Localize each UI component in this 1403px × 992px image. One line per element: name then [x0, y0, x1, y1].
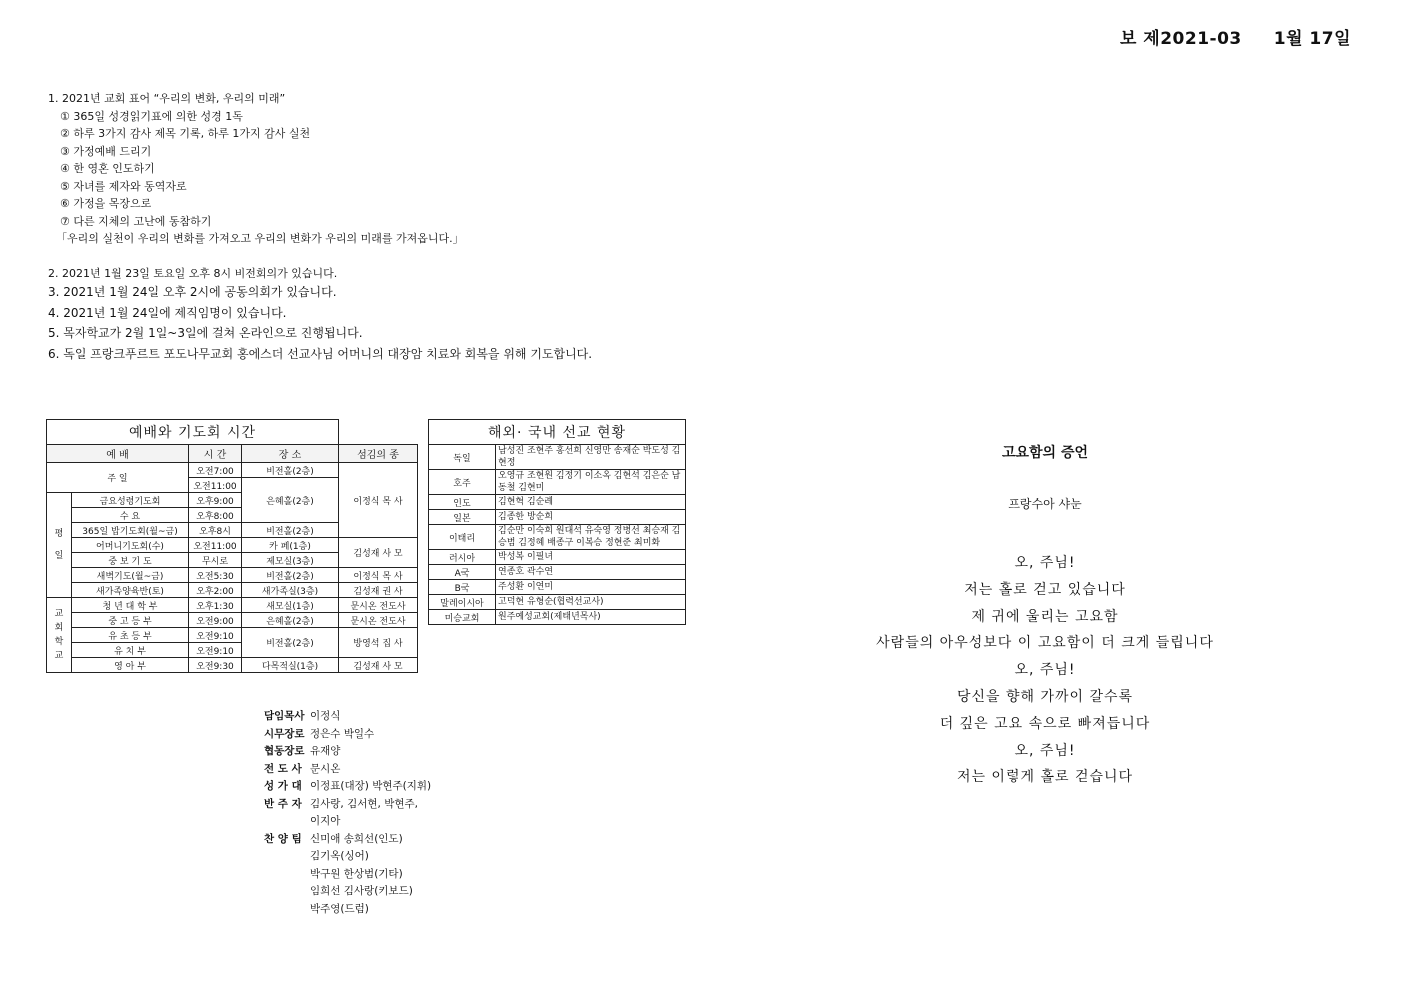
mission-region: 이태리 — [429, 525, 496, 550]
service-name: 새벽기도(월~금) — [72, 568, 189, 583]
service-time: 오전11:00 — [189, 538, 242, 553]
table-row — [429, 510, 686, 525]
service-place: 새모실(1층) — [242, 598, 339, 613]
notice-sub-item: ⑤ 자녀를 제자와 동역자로 — [60, 179, 187, 193]
poem-author: 프랑수아 샤눈 — [1008, 497, 1082, 511]
table-row — [47, 538, 418, 553]
table-row — [47, 613, 418, 628]
table-row — [429, 580, 686, 595]
notice-sub-item: ④ 한 영혼 인도하기 — [60, 162, 155, 175]
mission-names: 주성환 이연미 — [496, 580, 686, 595]
mission-names: 연종호 곽수연 — [496, 565, 686, 580]
mission-names: 김순만 이숙희 원대석 유숙영 정병선 최승재 김승범 김정혜 배종구 이복승 정현준 최미화 — [496, 525, 686, 550]
motto-quote: 「우리의 실천이 우리의 변화를 가져오고 우리의 변화가 우리의 미래를 가져옵니다.」 — [56, 232, 464, 245]
service-place: 제모실(3층) — [242, 553, 339, 568]
notice-item: 3. 2021년 1월 24일 오후 2시에 공동의회가 있습니다. — [48, 285, 337, 299]
notice-sub-item: ① 365일 성경읽기표에 의한 성경 1독 — [60, 109, 243, 123]
mission-region: 일본 — [429, 510, 496, 525]
worship-table-title: 예배와 기도회 시간 — [47, 420, 339, 445]
staff-names: 문시온 — [310, 762, 341, 775]
mission-region: 말레이시아 — [429, 595, 496, 610]
poem-line: 사람들의 아우성보다 이 고요함이 더 크게 들립니다 — [876, 635, 1214, 652]
service-time: 오전5:30 — [189, 568, 242, 583]
poem-title: 고요함의 증언 — [1001, 445, 1089, 461]
service-time: 오전7:00 — [189, 463, 242, 478]
mission-region: 호주 — [429, 470, 496, 495]
sunday-label: 주 일 — [47, 463, 189, 493]
service-leader: 방영석 집 사 — [339, 628, 418, 658]
mission-names: 김종한 방순희 — [496, 510, 686, 525]
service-name: 수 요 — [72, 508, 189, 523]
staff-names: 이정식 — [310, 710, 341, 722]
poem-line: 오, 주님! — [1014, 555, 1076, 571]
service-name: 청 년 대 학 부 — [72, 598, 189, 613]
service-name: 금요성령기도회 — [72, 493, 189, 508]
service-place: 비전홀(2층) — [242, 568, 339, 583]
staff-names: 임희선 김사랑(키보드) — [310, 885, 413, 897]
issue-number: 보 제2021-03 — [1119, 29, 1242, 49]
mission-names: 박성복 이필녀 — [496, 550, 686, 565]
service-leader: 이정식 목 사 — [339, 568, 418, 583]
weekday-label: 평 일 — [47, 493, 72, 598]
notice-sub-item: ⑦ 다른 지체의 고난에 동참하기 — [60, 214, 212, 228]
staff-row — [264, 796, 431, 814]
service-leader: 김성재 사 모 — [339, 538, 418, 568]
mission-names: 남성진 조현주 홍선희 신영만 송재순 박도성 김현정 — [496, 445, 686, 470]
service-time: 오전11:00 — [189, 478, 242, 493]
service-time: 오전9:00 — [189, 613, 242, 628]
service-leader: 김성재 사 모 — [339, 658, 418, 673]
table-row — [47, 463, 418, 478]
service-place: 비전홀(2층) — [242, 628, 339, 658]
table-row — [47, 628, 418, 643]
table-row — [429, 470, 686, 495]
service-time: 오전9:10 — [189, 628, 242, 643]
notice-sub-item: ② 하루 3가지 감사 제목 기록, 하루 1가지 감사 실천 — [60, 127, 311, 140]
table-row — [429, 525, 686, 550]
table-row — [47, 658, 418, 673]
mission-region: A국 — [429, 565, 496, 580]
table-row — [47, 598, 418, 613]
service-place: 비전홀(2층) — [242, 463, 339, 478]
notice-item: 1. 2021년 교회 표어 “우리의 변화, 우리의 미래” — [48, 92, 286, 105]
staff-row — [264, 831, 431, 849]
staff-list — [264, 708, 431, 918]
poem-line: 저는 홀로 걷고 있습니다 — [964, 581, 1126, 598]
table-row — [429, 595, 686, 610]
staff-names: 이지아 — [310, 815, 341, 827]
service-place: 새가족실(3층) — [242, 583, 339, 598]
service-name: 365일 밥기도회(월~금) — [72, 523, 189, 538]
poem — [840, 442, 1250, 791]
staff-names: 유재양 — [310, 745, 341, 757]
col-header-leader: 섬김의 종 — [339, 445, 418, 463]
service-leader: 이정식 목 사 — [339, 463, 418, 538]
table-row — [47, 568, 418, 583]
poem-line: 더 깊은 고요 속으로 빠져듭니다 — [939, 715, 1151, 732]
table-row — [429, 610, 686, 625]
service-name: 새가족양육반(토) — [72, 583, 189, 598]
service-time: 오후1:30 — [189, 598, 242, 613]
poem-line: 제 귀에 울리는 고요함 — [971, 608, 1119, 625]
staff-names: 김기옥(싱어) — [310, 850, 369, 862]
staff-role: 전 도 사 — [264, 762, 302, 775]
service-place: 은혜홀(2층) — [242, 613, 339, 628]
service-name: 중 보 기 도 — [72, 553, 189, 568]
staff-role: 시무장로 — [264, 727, 305, 740]
notice-item: 2. 2021년 1월 23일 토요일 오후 8시 비전회의가 있습니다. — [48, 266, 338, 280]
notice-item: 5. 목자학교가 2월 1일~3일에 걸쳐 온라인으로 진행됩니다. — [48, 326, 363, 340]
staff-names: 이정표(대장) 박현주(지휘) — [310, 780, 432, 792]
staff-role: 반 주 자 — [264, 797, 302, 810]
poem-line: 저는 이렇게 홀로 걷습니다 — [956, 769, 1134, 786]
service-time: 오후8시 — [189, 523, 242, 538]
service-leader: 문시온 전도사 — [339, 613, 418, 628]
staff-row — [264, 726, 431, 744]
mission-table-title: 해외· 국내 선교 현황 — [429, 420, 686, 445]
service-time: 오후9:00 — [189, 493, 242, 508]
notice-item: 4. 2021년 1월 24일에 제직임명이 있습니다. — [48, 305, 287, 320]
staff-row — [264, 761, 431, 779]
notice-sub-item: ⑥ 가정을 목장으로 — [60, 197, 152, 210]
service-time: 무시로 — [189, 553, 242, 568]
mission-names: 오영규 조현원 김정기 이소옥 김현석 김은순 남동철 김현미 — [496, 470, 686, 495]
notice-item: 6. 독일 프랑크푸르트 포도나무교회 홍에스더 선교사님 어머니의 대장암 치료와 회복을 위해 기도합니다. — [48, 346, 593, 361]
staff-row — [264, 778, 431, 796]
staff-row — [264, 743, 431, 761]
col-header-place: 장 소 — [242, 445, 339, 463]
table-row — [429, 445, 686, 470]
staff-role: 협동장로 — [264, 745, 305, 757]
staff-names: 박주영(드럼) — [310, 902, 369, 915]
service-name: 영 아 부 — [72, 658, 189, 673]
staff-role: 담임목사 — [264, 710, 305, 722]
staff-names: 신미애 송희선(인도) — [310, 832, 403, 845]
bulletin-header — [1088, 24, 1351, 49]
service-time: 오후8:00 — [189, 508, 242, 523]
staff-role: 성 가 대 — [264, 780, 302, 792]
service-place: 다목적실(1층) — [242, 658, 339, 673]
service-name: 어머니기도회(수) — [72, 538, 189, 553]
mission-names: 원주예성교회(제태년목사) — [496, 610, 686, 625]
col-header-time: 시 간 — [189, 445, 242, 463]
service-time: 오전9:30 — [189, 658, 242, 673]
notices — [48, 90, 688, 364]
staff-names: 김사랑, 김서현, 박현주, — [310, 797, 418, 810]
table-row — [47, 583, 418, 598]
service-time: 오후2:00 — [189, 583, 242, 598]
notice-sub-item: ③ 가정예배 드리기 — [60, 144, 152, 158]
table-row — [429, 550, 686, 565]
mission-names: 고덕현 유형순(협력선교사) — [496, 595, 686, 610]
poem-line: 오, 주님! — [1014, 662, 1076, 679]
table-row — [429, 565, 686, 580]
mission-region: 인도 — [429, 495, 496, 510]
service-leader: 문시온 전도사 — [339, 598, 418, 613]
staff-names: 정은수 박일수 — [310, 727, 375, 740]
service-name: 유 치 부 — [72, 643, 189, 658]
service-name: 중 고 등 부 — [72, 613, 189, 628]
service-time: 오전9:10 — [189, 643, 242, 658]
service-leader: 김성재 권 사 — [339, 583, 418, 598]
staff-row — [264, 708, 431, 726]
service-place: 은혜홀(2층) — [242, 478, 339, 523]
service-name: 유 초 등 부 — [72, 628, 189, 643]
staff-names: 박구원 한상범(기타) — [310, 867, 403, 880]
poem-line: 오, 주님! — [1014, 742, 1076, 759]
school-label: 교 회 학 교 — [47, 598, 72, 673]
issue-date: 1월 17일 — [1273, 29, 1351, 49]
mission-region: B국 — [429, 580, 496, 595]
poem-line: 당신을 향해 가까이 갈수록 — [956, 688, 1134, 705]
staff-role: 찬 양 팀 — [264, 832, 302, 845]
table-row — [429, 495, 686, 510]
mission-region: 미승교회 — [429, 610, 496, 625]
service-place: 카 페(1층) — [242, 538, 339, 553]
mission-region: 독일 — [429, 445, 496, 470]
worship-schedule-table — [46, 419, 418, 673]
mission-status-table — [428, 419, 686, 625]
mission-names: 김현혁 김순례 — [496, 495, 686, 510]
service-place: 비전홀(2층) — [242, 523, 339, 538]
mission-region: 러시아 — [429, 550, 496, 565]
col-header-service: 예 배 — [47, 445, 189, 463]
